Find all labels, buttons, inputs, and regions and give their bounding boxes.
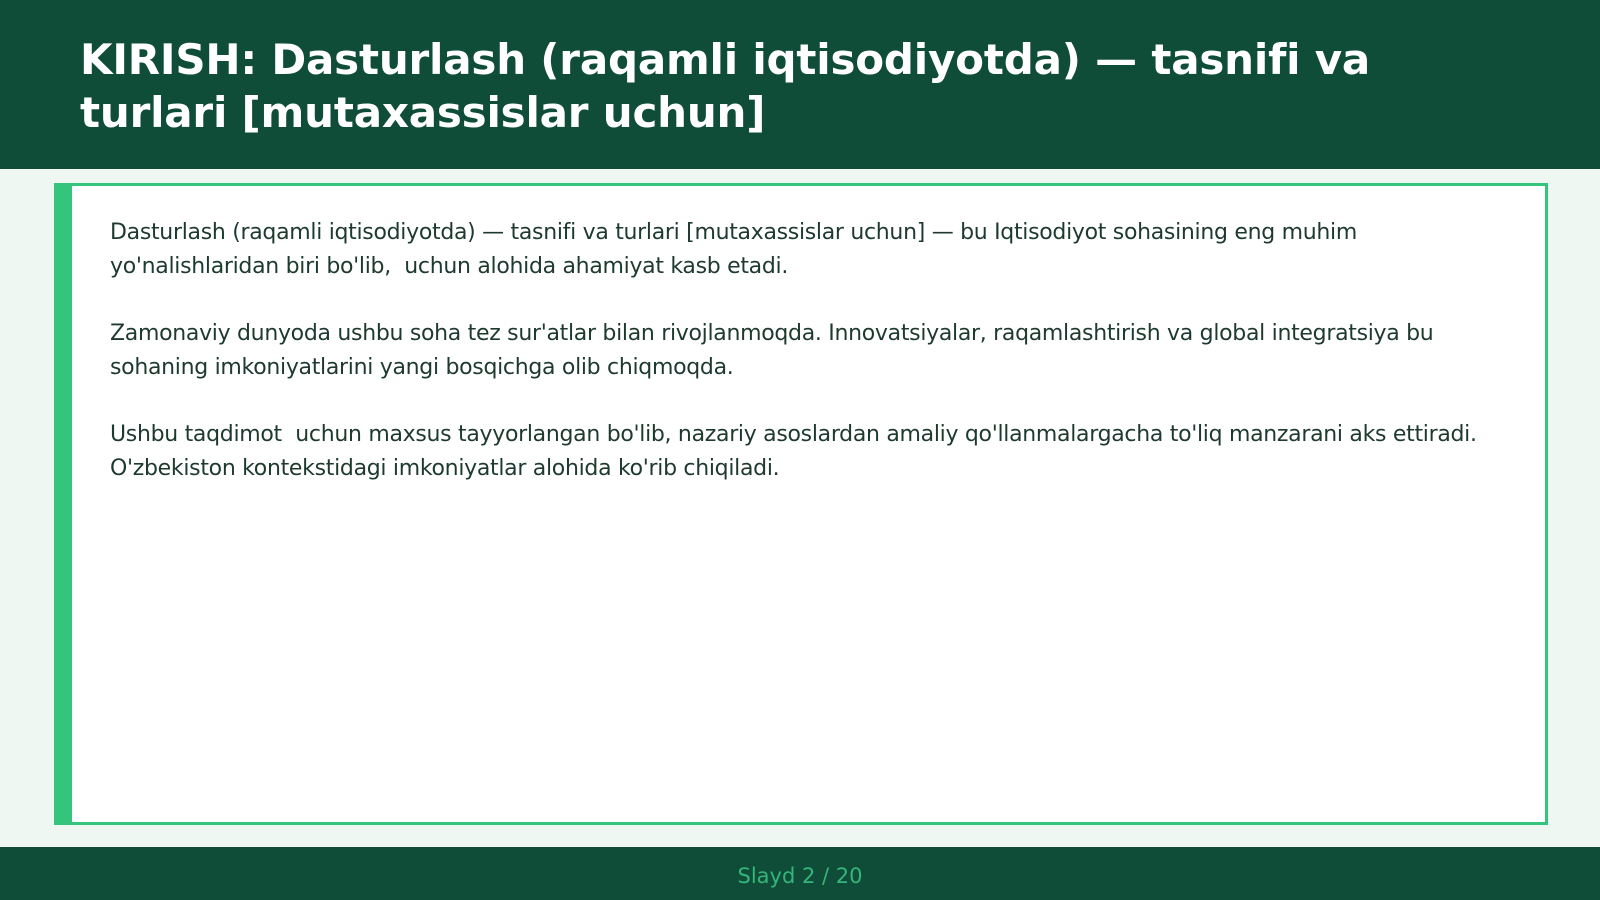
slide-counter: Slayd 2 / 20 <box>737 863 863 888</box>
development-paragraph: Zamonaviy dunyoda ushbu soha tez sur'atlar bilan rivojlanmoqda. Innovatsiyalar, raqamlashtirish va global integratsiya bu sohaning imkoniyatlarini yangi bosqichga olib chiqmoqda. <box>110 321 1441 380</box>
presentation-purpose-paragraph: Ushbu taqdimot uchun maxsus tayyorlangan bo'lib, nazariy asoslardan amaliy qo'llanmalargacha to'liq manzarani aks ettiradi. O'zbekiston kontekstidagi imkoniyatlar alohida ko'rib chiqiladi. <box>110 422 1484 481</box>
slide-title: KIRISH: Dasturlash (raqamli iqtisodiyotda) — tasnifi va turlari [mutaxassislar uchun] <box>80 35 1371 137</box>
intro-paragraph: Dasturlash (raqamli iqtisodiyotda) — tasnifi va turlari [mutaxassislar uchun] — bu Iqtisodiyot sohasining eng muhim yo'nalishlaridan biri bo'lib, uchun alohida ahamiyat kasb etadi. <box>110 220 1364 279</box>
slide-footer <box>0 847 1600 900</box>
slide-header <box>0 0 1600 169</box>
content-card <box>54 183 1548 825</box>
